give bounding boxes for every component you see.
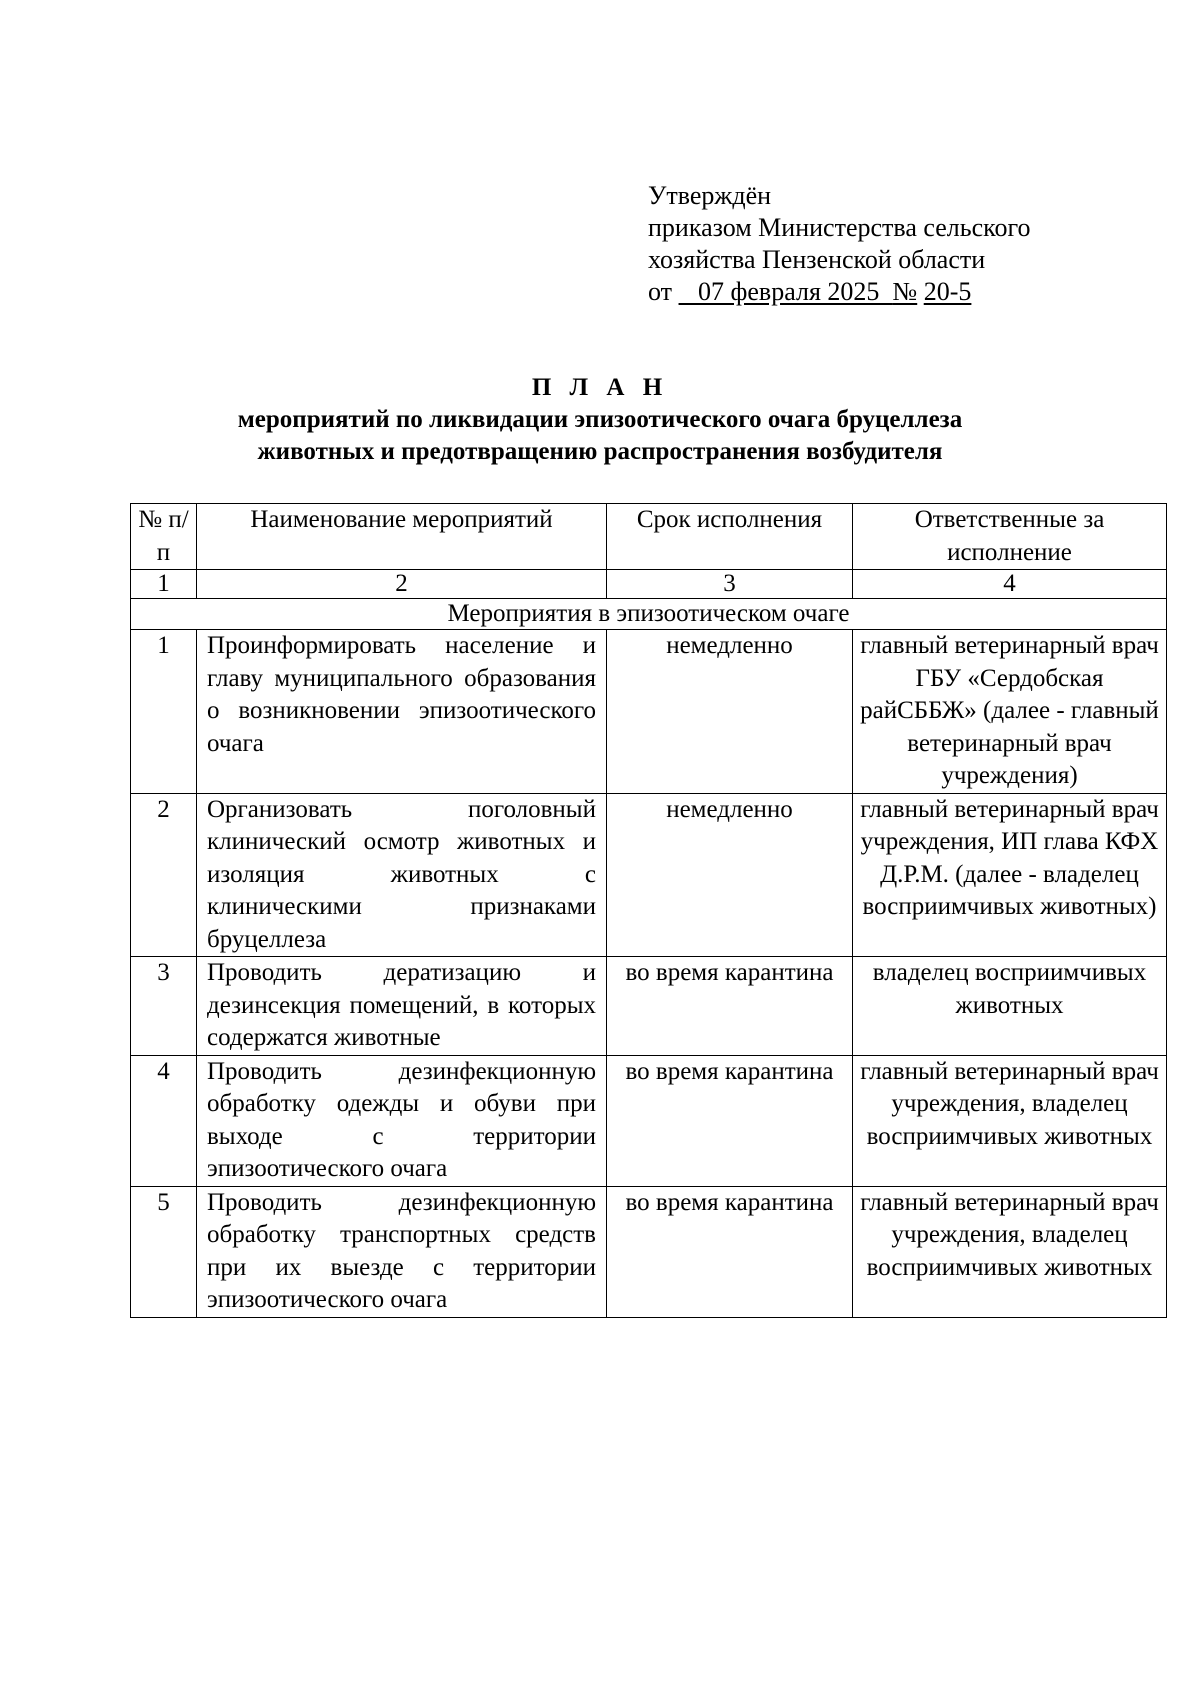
row-term: во время карантина [607,1186,853,1317]
column-index: 3 [607,570,853,599]
row-name: Проводить дезинфекционную обработку транспортных средств при их выезде с территории эпизоотического очага [197,1186,607,1317]
table-row [131,1186,1167,1317]
row-responsible: владелец восприимчивых животных [853,957,1167,1056]
row-term: немедленно [607,793,853,957]
section-title: Мероприятия в эпизоотическом очаге [131,599,1167,630]
row-term: во время карантина [607,1055,853,1186]
column-index: 2 [197,570,607,599]
row-name: Проводить дезинфекционную обработку одежды и обуви при выходе с территории эпизоотического очага [197,1055,607,1186]
row-term: во время карантина [607,957,853,1056]
table-row [131,793,1167,957]
row-name: Проводить дератизацию и дезинсекция помещений, в которых содержатся животные [197,957,607,1056]
row-name: Организовать поголовный клинический осмотр животных и изоляция животных с клиническими признаками бруцеллеза [197,793,607,957]
approval-number: 20-5 [923,277,972,306]
plan-table [130,503,1167,1318]
column-header-term: Срок исполнения [607,504,853,570]
approval-from-label: от [648,277,673,306]
column-header-name: Наименование мероприятий [197,504,607,570]
column-index: 4 [853,570,1167,599]
table-row [131,957,1167,1056]
column-header-number: № п/п [131,504,197,570]
approval-block [648,180,1030,308]
approval-order-line: приказом Министерства сельского [648,213,1031,242]
column-index: 1 [131,570,197,599]
row-responsible: главный ветеринарный врач ГБУ «Сердобская райСББЖ» (далее - главный ветеринарный врач учреждения) [853,630,1167,794]
approval-number-label: № [892,277,918,306]
table-row [131,1055,1167,1186]
column-index-row [131,570,1167,599]
document-header [0,372,1200,468]
table-header-row [131,504,1167,570]
row-number: 3 [131,957,197,1056]
row-number: 1 [131,630,197,794]
column-header-responsible: Ответственные за исполнение [853,504,1167,570]
row-name: Проинформировать население и главу муниципального образования о возникновении эпизоотического очага [197,630,607,794]
approval-date-line [648,276,1030,308]
row-number: 2 [131,793,197,957]
row-number: 5 [131,1186,197,1317]
row-number: 4 [131,1055,197,1186]
plan-title: П Л А Н [531,374,669,401]
plan-subtitle-line1: мероприятий по ликвидации эпизоотического очага бруцеллеза [237,406,963,433]
table-row [131,630,1167,794]
approval-ministry-line: хозяйства Пензенской области [648,245,986,274]
row-term: немедленно [607,630,853,794]
approval-title: Утверждён [648,181,772,210]
row-responsible: главный ветеринарный врач учреждения, ИП глава КФХ Д.Р.М. (далее - владелец восприимчивых животных) [853,793,1167,957]
row-responsible: главный ветеринарный врач учреждения, владелец восприимчивых животных [853,1055,1167,1186]
section-row [131,599,1167,630]
plan-subtitle-line2: животных и предотвращению распространения возбудителя [257,438,943,465]
row-responsible: главный ветеринарный врач учреждения, владелец восприимчивых животных [853,1186,1167,1317]
approval-date: 07 февраля 2025 [678,277,893,306]
